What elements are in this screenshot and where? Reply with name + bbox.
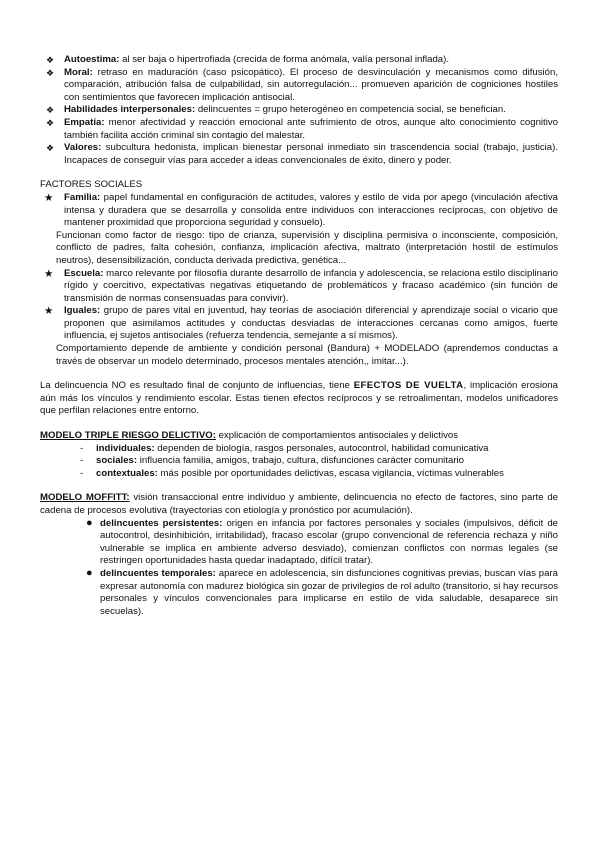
modeling-paragraph: Comportamiento depende de ambiente y condición personal (Bandura) + MODELADO (aprendemos conductas a través de observar un modelo determinado, procesos mentales atención,, imitar...). [56, 343, 558, 367]
list-item: ★ Escuela: marco relevante por filosofía durante desarrollo de infancia y adolescencia, se relaciona estilo disciplinario rígido y coercitivo, expectativas negativas etiquetando de problemáticos y fracaso académico (sin función de transmisión de normas consensuadas para convivir). [44, 267, 558, 304]
diamond-bullet-icon: ❖ [46, 67, 55, 78]
list-item: ❖ Empatía: menor afectividad y reacción emocional ante sufrimiento de otros, aunque alto conocimiento cognitivo también facilita acción criminal sin contagio del malestar. [46, 116, 558, 141]
family-risk-paragraph: Funcionan como factor de riesgo: tipo de crianza, supervisión y disciplina permisiva o inconsciente, composición, conflicto de padres, falta cohesión, confianza, implicación afectiva, maltrato (interpretación hostil de estímulos neutros), desensibilización, conducta derivada predictiva, genética... [56, 229, 558, 266]
list-item: ❖ Habilidades interpersonales: delincuentes = grupo heterogéneo en competencia social, se benefician. [46, 104, 506, 116]
list-item: ❖ Moral: retraso en maduración (caso psicopático). El proceso de desvinculación y mecanismos como difusión, comparación, atribución falsa de culpabilidad, sin autorregulación... promueven aparición de cogniciones hostiles con sentimientos que favorecen implicación antisocial. [46, 66, 558, 103]
list-item: ★ Familia: papel fundamental en configuración de actitudes, valores y estilo de vida por apego (vinculación afectiva intensa y duradera que se desarrolla y consolida entre individuos con interacciones recíprocas, con objetivo de mantener proximidad que proporciona seguridad y consuelo). [44, 191, 558, 229]
document-page [40, 54, 558, 618]
moffitt-list [40, 518, 558, 619]
diamond-bullet-icon: ❖ [46, 105, 55, 116]
list-item: ★ Iguales: grupo de pares vital en juventud, hay teorías de asociación diferencial y aprendizaje social o vicario que proponen que asimilamos actitudes y conductas desviadas de interacciones cercanas como amigos, fuerte influencia, ej sujetos antisociales (refuerza tendencia, semejante a sí mismos). [44, 305, 558, 342]
personal-factors-list [44, 54, 558, 167]
diamond-bullet-icon: ❖ [46, 117, 55, 128]
triple-risk-list [40, 443, 558, 481]
feedback-paragraph: La delincuencia NO es resultado final de conjunto de influencias, tiene EFECTOS DE VUELTA, implicación erosiona aún más los vínculos y rendimiento escolar. Estas tienen efectos recíprocos y se retroalimentan, modelos unificadores que perfilan relaciones entre entorno. [40, 380, 558, 417]
moffitt-heading: MODELO MOFFITT: visión transaccional entre individuo y ambiente, delincuencia no efecto de factores, sino parte de cadena de procesos evolutiva (trayectorias con etiología y pronóstico por acumulación). [40, 492, 558, 516]
social-factors-list-2 [44, 268, 558, 344]
list-item: - individuales: dependen de biología, rasgos personales, autocontrol, habilidad comunicativa [80, 442, 489, 454]
dash-bullet-icon: - [80, 455, 84, 467]
list-item: ❖ Valores: subcultura hedonista, implican bienestar personal inmediato sin trascendencia social (trabajo, justicia). Incapaces de conseguir vías para acceder a ideas convencionales de éxito, dinero y poder. [46, 142, 558, 166]
star-bullet-icon: ★ [44, 191, 54, 204]
dot-bullet-icon: ● [86, 516, 93, 529]
diamond-bullet-icon: ❖ [46, 143, 55, 154]
list-item: ❖ Autoestima: al ser baja o hipertrofiada (crecida de forma anómala, valía personal inflada). [46, 54, 450, 65]
list-item: ● delincuentes temporales: aparece en adolescencia, sin disfunciones cognitivas previas, buscan vías para expresar autonomía con madurez biológica sin gozar de privilegios de rol adulto (transitorio, si hay recursos personales y vínculos convencionales para implicarse en estilo de vida saludable, desaparece sin secuelas). [86, 566, 558, 617]
list-item: - sociales: influencia familia, amigos, trabajo, cultura, disfunciones carácter comunitario [80, 455, 464, 467]
list-item: ● delincuentes persistentes: origen en infancia por factores personales y sociales (impulsivos, déficit de autocontrol, desinhibición, irritabilidad), fracaso escolar (grupo convencional de referencia rechaza y niño vulnerable se implica en ambiente adverso desviado), comienzan conflictos con normas legales (se restringen oportunidades hasta quedar inadaptado, difícil tratar). [86, 516, 558, 567]
star-bullet-icon: ★ [44, 267, 54, 280]
section-heading: FACTORES SOCIALES [40, 179, 143, 191]
triple-risk-heading: MODELO TRIPLE RIESGO DELICTIVO: explicación de comportamientos antisociales y delictivos [40, 430, 458, 442]
social-factors-list [44, 192, 558, 230]
star-bullet-icon: ★ [44, 305, 54, 318]
diamond-bullet-icon: ❖ [46, 55, 55, 65]
dot-bullet-icon: ● [86, 566, 93, 579]
dash-bullet-icon: - [80, 467, 84, 479]
list-item: - contextuales: más posible por oportunidades delictivas, escasa vigilancia, víctimas vulnerables [80, 467, 504, 479]
dash-bullet-icon: - [80, 442, 84, 454]
